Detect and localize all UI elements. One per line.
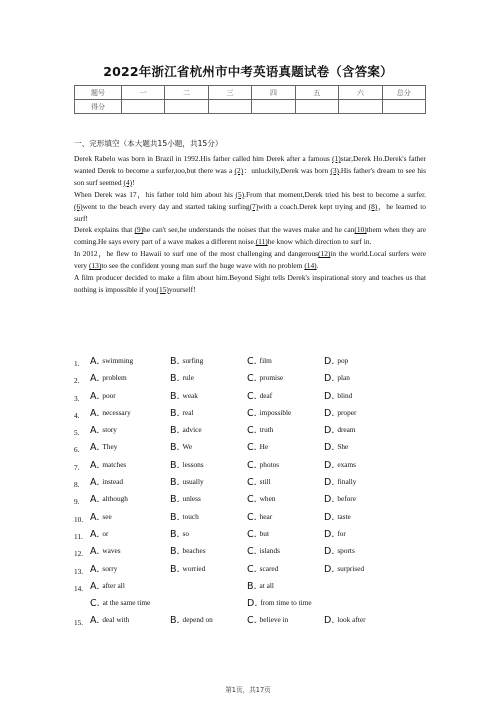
option-text: blind xyxy=(337,390,353,400)
option-text: at all xyxy=(259,580,274,590)
score-header-cell: 一 xyxy=(122,86,165,100)
option-d[interactable] xyxy=(247,598,312,609)
blank-marker: (7) xyxy=(249,201,259,211)
question-number: 3. xyxy=(74,393,80,403)
option-c[interactable] xyxy=(247,494,275,505)
option-letter: A. xyxy=(90,373,100,385)
option-b[interactable] xyxy=(170,408,193,419)
option-letter: B. xyxy=(170,442,180,454)
option-c[interactable] xyxy=(90,598,150,609)
option-text: look after xyxy=(337,615,366,625)
option-b[interactable] xyxy=(170,356,203,367)
question-number: 5. xyxy=(74,428,80,438)
option-text: unless xyxy=(182,494,201,504)
option-text: worried xyxy=(182,563,206,573)
option-c[interactable] xyxy=(247,529,269,540)
option-letter: D. xyxy=(324,528,335,540)
passage-text: went to the beach every day and started taking surfing xyxy=(82,201,250,211)
option-text: still xyxy=(259,477,271,487)
option-text: necessary xyxy=(102,407,131,417)
score-row-label: 得分 xyxy=(75,100,122,114)
option-letter: C. xyxy=(247,546,257,558)
passage-text: in the world.Local surfers were very xyxy=(74,249,426,271)
option-text: story xyxy=(102,425,117,435)
option-text: dream xyxy=(337,425,356,435)
passage-text: In 2012，he flew to Hawaii to surf one of the most challenging and dangerous xyxy=(74,249,319,259)
option-a[interactable] xyxy=(90,494,128,505)
option-d[interactable] xyxy=(324,512,351,523)
option-text: instead xyxy=(102,477,124,487)
option-c[interactable] xyxy=(247,512,272,523)
option-text: waves xyxy=(102,546,121,556)
question-number: 13. xyxy=(74,566,84,576)
option-text: She xyxy=(337,442,349,452)
option-letter: A. xyxy=(90,494,100,506)
option-letter: B. xyxy=(170,546,180,558)
option-c[interactable] xyxy=(247,356,272,367)
option-text: swimming xyxy=(102,356,134,365)
question-number: 11. xyxy=(74,531,83,541)
option-text: before xyxy=(337,494,356,504)
option-c[interactable] xyxy=(247,477,271,488)
passage-text: . xyxy=(316,261,319,271)
score-cell xyxy=(382,100,425,114)
option-b[interactable] xyxy=(170,615,213,626)
option-text: advice xyxy=(182,425,202,435)
option-letter: A. xyxy=(90,477,100,489)
passage-text: ：unluckily,Derek was born xyxy=(243,165,331,175)
option-letter: B. xyxy=(170,528,180,540)
question-row xyxy=(74,477,434,494)
option-letter: B. xyxy=(170,407,180,419)
option-d[interactable] xyxy=(324,408,356,419)
option-b[interactable] xyxy=(170,546,206,557)
question-row xyxy=(74,581,434,598)
option-d[interactable] xyxy=(324,373,350,384)
option-text: deaf xyxy=(259,390,273,400)
option-text: exams xyxy=(337,459,356,469)
option-c[interactable] xyxy=(247,391,272,402)
question-row xyxy=(74,546,434,563)
option-d[interactable] xyxy=(324,546,355,557)
option-c[interactable] xyxy=(247,564,278,575)
option-text: when xyxy=(259,494,276,504)
question-row xyxy=(74,529,434,546)
option-text: pop xyxy=(337,356,349,365)
question-number: 9. xyxy=(74,497,80,507)
option-letter: A. xyxy=(90,615,100,627)
option-d[interactable] xyxy=(324,529,346,540)
blank-marker: (8) xyxy=(368,201,378,211)
passage-text: .His father's dream to see his son surf seemed xyxy=(74,165,426,187)
option-letter: B. xyxy=(170,459,180,471)
option-text: weak xyxy=(182,390,198,400)
option-text: matches xyxy=(102,459,127,469)
option-letter: C. xyxy=(90,598,100,610)
question-number: 12. xyxy=(74,549,84,559)
question-row xyxy=(74,391,434,408)
blank-marker: (10) xyxy=(354,225,367,235)
option-a[interactable] xyxy=(90,512,112,523)
option-letter: C. xyxy=(247,356,257,367)
score-table-score-row xyxy=(75,100,426,114)
option-a[interactable] xyxy=(90,564,117,575)
option-letter: A. xyxy=(90,580,100,592)
option-text: sports xyxy=(337,546,355,556)
option-text: hear xyxy=(259,511,273,521)
option-a[interactable] xyxy=(90,477,123,488)
option-text: finally xyxy=(337,477,357,487)
question-row xyxy=(74,494,434,511)
question-number: 7. xyxy=(74,462,80,472)
option-letter: B. xyxy=(247,580,257,592)
option-letter: D. xyxy=(324,407,335,419)
option-text: for xyxy=(337,528,346,538)
option-text: taste xyxy=(337,511,351,521)
option-text: problem xyxy=(102,373,127,383)
option-text: believe in xyxy=(259,615,289,625)
option-b[interactable] xyxy=(170,391,198,402)
option-letter: C. xyxy=(247,459,257,471)
option-letter: A. xyxy=(90,511,100,523)
option-letter: B. xyxy=(170,425,180,437)
option-text: depend on xyxy=(182,615,213,625)
option-letter: A. xyxy=(90,459,100,471)
option-letter: B. xyxy=(170,615,180,627)
score-header-cell: 三 xyxy=(208,86,251,100)
option-d[interactable] xyxy=(324,442,348,453)
question-number: 14. xyxy=(74,583,84,593)
score-cell xyxy=(165,100,208,114)
question-row xyxy=(74,373,434,390)
option-text: beaches xyxy=(182,546,206,556)
passage-text: he know which direction to surf in. xyxy=(267,237,372,247)
passage-text: ，he learned to surf! xyxy=(74,201,426,223)
page-footer: 第1页，共17页 xyxy=(225,686,271,694)
option-letter: C. xyxy=(247,407,257,419)
option-a[interactable] xyxy=(90,546,121,557)
option-d[interactable] xyxy=(324,356,348,367)
question-row xyxy=(74,615,434,632)
option-d[interactable] xyxy=(324,425,356,436)
option-letter: D. xyxy=(324,459,335,471)
option-letter: C. xyxy=(247,615,257,627)
option-letter: B. xyxy=(170,356,180,367)
option-letter: D. xyxy=(324,511,335,523)
blank-marker: (14) xyxy=(304,261,317,271)
blank-marker: (12) xyxy=(318,249,331,259)
option-text: proper xyxy=(337,407,357,417)
option-letter: B. xyxy=(170,390,180,402)
option-a[interactable] xyxy=(90,581,125,592)
question-row xyxy=(74,564,434,581)
option-d[interactable] xyxy=(324,391,352,402)
passage-text: he can't see,he understands the noises that the waves make and he can xyxy=(143,225,355,235)
passage-paragraph xyxy=(74,248,426,272)
option-letter: B. xyxy=(170,563,180,575)
option-letter: C. xyxy=(247,373,257,385)
passage-paragraph xyxy=(74,272,426,296)
option-text: after all xyxy=(102,580,125,590)
options-list xyxy=(74,356,434,633)
question-number: 8. xyxy=(74,480,80,490)
option-text: He xyxy=(259,442,269,452)
question-row xyxy=(74,460,434,477)
option-letter: C. xyxy=(247,477,257,489)
option-letter: C. xyxy=(247,390,257,402)
option-b[interactable] xyxy=(170,477,204,488)
option-letter: A. xyxy=(90,563,100,575)
option-a[interactable] xyxy=(90,391,116,402)
question-number: 1. xyxy=(74,359,80,368)
option-text: poor xyxy=(102,390,116,400)
option-text: so xyxy=(182,528,190,538)
score-header-cell: 四 xyxy=(252,86,295,100)
option-letter: D. xyxy=(324,563,335,575)
score-header-cell: 题号 xyxy=(75,86,122,100)
question-number: 10. xyxy=(74,514,84,524)
score-cell xyxy=(208,100,251,114)
option-letter: D. xyxy=(324,546,335,558)
question-number: 2. xyxy=(74,376,80,386)
option-text: see xyxy=(102,511,112,521)
option-b[interactable] xyxy=(170,425,202,436)
option-text: lessons xyxy=(182,459,204,469)
passage-text: with a coach.Derek kept trying and xyxy=(258,201,369,211)
option-text: plan xyxy=(337,373,350,383)
option-c[interactable] xyxy=(247,546,280,557)
option-b[interactable] xyxy=(170,460,204,471)
page-title: 2022年浙江省杭州市中考英语真题试卷（含答案） xyxy=(103,64,393,79)
score-cell xyxy=(122,100,165,114)
option-text: surprised xyxy=(337,563,365,573)
option-b[interactable] xyxy=(170,373,194,384)
option-text: usually xyxy=(182,477,204,487)
option-d[interactable] xyxy=(324,615,366,626)
option-a[interactable] xyxy=(90,442,117,453)
question-row xyxy=(74,425,434,442)
option-a[interactable] xyxy=(90,529,108,540)
option-text: impossible xyxy=(259,407,292,417)
option-letter: D. xyxy=(324,356,335,367)
blank-marker: (5) xyxy=(235,189,245,199)
option-text: at the same time xyxy=(102,598,151,608)
option-c[interactable] xyxy=(247,373,283,384)
option-a[interactable] xyxy=(90,460,126,471)
passage-paragraph xyxy=(74,153,426,189)
option-letter: D. xyxy=(324,477,335,489)
option-letter: A. xyxy=(90,425,100,437)
option-text: real xyxy=(182,407,194,417)
passage-text: ! xyxy=(132,177,135,187)
option-c[interactable] xyxy=(247,460,279,471)
option-letter: D. xyxy=(324,425,335,437)
option-text: deal with xyxy=(102,615,130,625)
option-letter: C. xyxy=(247,425,257,437)
option-letter: B. xyxy=(170,477,180,489)
option-letter: C. xyxy=(247,442,257,454)
score-header-cell: 五 xyxy=(295,86,338,100)
option-text: scared xyxy=(259,563,279,573)
blank-marker: (1) xyxy=(332,154,341,163)
option-text: sorry xyxy=(102,563,118,573)
score-cell xyxy=(339,100,382,114)
option-letter: C. xyxy=(247,528,257,540)
option-text: photos xyxy=(259,459,280,469)
option-c[interactable] xyxy=(247,442,268,453)
option-c[interactable] xyxy=(247,615,288,626)
blank-marker: (3) xyxy=(330,165,339,175)
option-text: We xyxy=(182,442,193,452)
option-a[interactable] xyxy=(90,356,133,367)
passage-paragraph xyxy=(74,189,426,225)
option-a[interactable] xyxy=(90,615,129,626)
option-text: rule xyxy=(182,373,194,383)
blank-marker: (11) xyxy=(255,237,268,247)
option-b[interactable] xyxy=(170,494,201,505)
option-letter: D. xyxy=(324,615,335,627)
question-number: 6. xyxy=(74,445,80,455)
score-header-cell: 总分 xyxy=(382,86,425,100)
option-c[interactable] xyxy=(247,408,291,419)
option-text: from time to time xyxy=(260,598,312,608)
passage-text: Derek explains that xyxy=(74,225,135,235)
blank-marker: (15) xyxy=(156,284,169,294)
option-c[interactable] xyxy=(247,425,273,436)
question-row xyxy=(74,442,434,459)
passage-text: to see the confident young man surf the huge wave with no problem xyxy=(101,261,305,271)
option-letter: D. xyxy=(324,442,335,454)
option-letter: A. xyxy=(90,390,100,402)
option-letter: B. xyxy=(170,511,180,523)
option-text: promise xyxy=(259,373,284,383)
option-d[interactable] xyxy=(324,477,356,488)
option-text: truth xyxy=(259,425,274,435)
score-header-cell: 二 xyxy=(165,86,208,100)
passage-text: When Derek was 17，his father told him about his xyxy=(74,189,236,199)
question-row xyxy=(74,512,434,529)
option-b[interactable] xyxy=(170,442,192,453)
option-text: although xyxy=(102,494,128,504)
question-row xyxy=(74,408,434,425)
option-d[interactable] xyxy=(324,564,364,575)
score-table-header-row xyxy=(75,86,426,100)
option-letter: D. xyxy=(324,390,335,402)
option-letter: A. xyxy=(90,356,100,367)
option-letter: A. xyxy=(90,528,100,540)
option-text: They xyxy=(102,442,118,452)
passage-text: yourself! xyxy=(168,284,196,294)
option-letter: C. xyxy=(247,494,257,506)
option-text: touch xyxy=(182,511,199,521)
option-b[interactable] xyxy=(170,564,205,575)
passage-text: A film producer decided to make a film about him.Beyond Sight tells Derek's inspirational story and teaches us that nothing is impossible if you xyxy=(74,273,426,294)
option-letter: B. xyxy=(170,494,180,506)
passage-text: them when they are coming.He says every part of a wave makes a different noise. xyxy=(74,225,426,247)
option-b[interactable] xyxy=(247,581,274,592)
option-letter: B. xyxy=(170,373,180,385)
cloze-passage xyxy=(74,153,426,296)
option-text: islands xyxy=(259,546,280,556)
option-d[interactable] xyxy=(324,494,356,505)
option-a[interactable] xyxy=(90,373,127,384)
option-text: surfing xyxy=(182,356,204,365)
option-letter: A. xyxy=(90,546,100,558)
score-table xyxy=(74,85,426,114)
option-text: film xyxy=(259,356,272,365)
question-number: 4. xyxy=(74,410,80,420)
option-d[interactable] xyxy=(324,460,356,471)
blank-marker: (2) xyxy=(234,165,244,175)
option-a[interactable] xyxy=(90,425,117,436)
blank-marker: (4) xyxy=(123,177,133,187)
score-cell xyxy=(295,100,338,114)
option-b[interactable] xyxy=(170,529,189,540)
question-row-continued xyxy=(74,598,434,615)
score-cell xyxy=(252,100,295,114)
option-b[interactable] xyxy=(170,512,199,523)
score-header-cell: 六 xyxy=(339,86,382,100)
option-a[interactable] xyxy=(90,408,131,419)
blank-marker: (9) xyxy=(134,225,144,235)
option-letter: C. xyxy=(247,511,257,523)
passage-text: .From that moment,Derek tried his best to become a surfer. xyxy=(244,189,426,199)
passage-text: star,Derek Ho.Derek's father wanted Derek to become a surfer,too,but there was a xyxy=(74,154,426,175)
blank-marker: (13) xyxy=(88,261,102,271)
option-letter: A. xyxy=(90,407,100,419)
option-letter: D. xyxy=(324,494,335,506)
option-text: but xyxy=(259,528,269,538)
option-letter: C. xyxy=(247,563,257,575)
option-letter: D. xyxy=(324,373,335,385)
question-number: 15. xyxy=(74,618,84,628)
passage-paragraph xyxy=(74,224,426,248)
question-row xyxy=(74,356,434,373)
option-letter: D. xyxy=(247,598,258,610)
blank-marker: (6) xyxy=(74,201,83,211)
section-heading: 一、完形填空（本大题共15小题，共15分） xyxy=(74,139,223,148)
passage-text: Derek Rabelo was born in Brazil in 1992.His father called him Derek after a famous xyxy=(74,154,333,163)
option-text: or xyxy=(102,528,109,538)
option-letter: A. xyxy=(90,442,100,454)
